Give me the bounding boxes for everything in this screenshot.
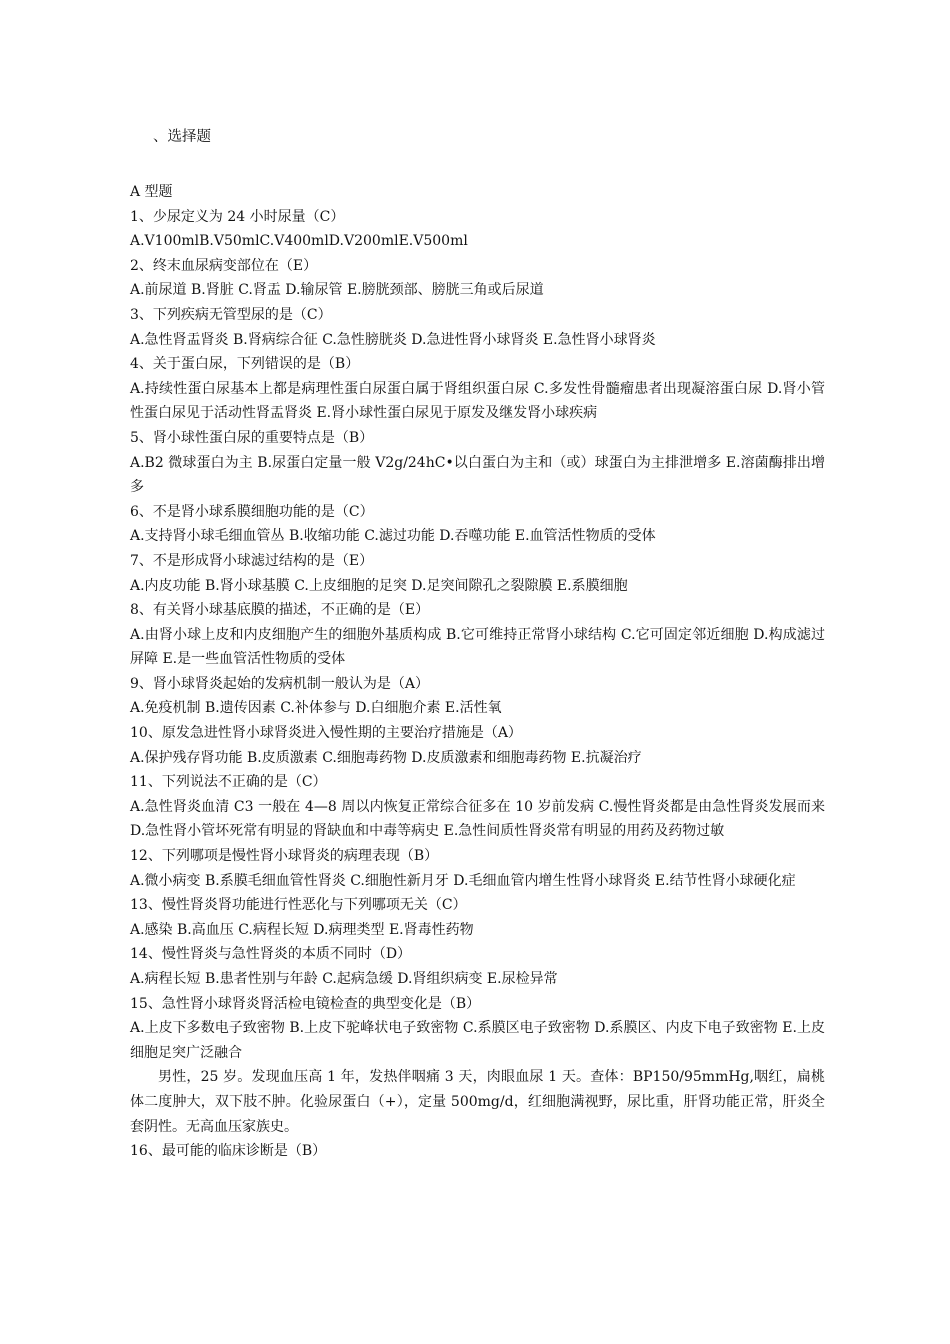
question-line: 4、关于蛋白尿，下列错误的是（B） xyxy=(130,356,360,373)
question-line: A.持续性蛋白尿基本上都是病理性蛋白尿蛋白属于肾组织蛋白尿 C.多发性骨髓瘤患者出现凝溶蛋白尿 D.肾小管性蛋白尿见于活动性肾盂肾炎 E.肾小球性蛋白尿见于原发及继发肾小球疾病 xyxy=(130,380,825,422)
question-line: A.由肾小球上皮和内皮细胞产生的细胞外基质构成 B.它可维持正常肾小球结构 C.它可固定邻近细胞 D.构成滤过屏障 E.是一些血管活性物质的受体 xyxy=(130,626,825,668)
question-line: 8、有关肾小球基底膜的描述，不正确的是（E） xyxy=(130,602,430,619)
question-line: 2、终末血尿病变部位在（E） xyxy=(130,257,318,274)
question-line: A.支持肾小球毛细血管丛 B.收缩功能 C.滤过功能 D.吞噬功能 E.血管活性物质的受体 xyxy=(130,528,656,545)
question-line: A.微小病变 B.系膜毛细血管性肾炎 C.细胞性新月牙 D.毛细血管内增生性肾小球肾炎 E.结节性肾小球硬化症 xyxy=(130,872,796,889)
type-heading: A 型题 xyxy=(130,184,173,200)
question-line: A.上皮下多数电子致密物 B.上皮下驼峰状电子致密物 C.系膜区电子致密物 D.系膜区、内皮下电子致密物 E.上皮细胞足突广泛融合 xyxy=(130,1020,825,1061)
question-line: 3、下列疾病无管型尿的是（C） xyxy=(130,306,332,323)
question-line: A.内皮功能 B.肾小球基膜 C.上皮细胞的足突 D.足突间隙孔之裂隙膜 E.系膜细胞 xyxy=(130,577,628,594)
question-line: A.急性肾盂肾炎 B.肾病综合征 C.急性膀胱炎 D.急进性肾小球肾炎 E.急性肾小球肾炎 xyxy=(130,331,656,348)
question-line: A.急性肾炎血清 C3 一般在 4—8 周以内恢复正常综合征多在 10 岁前发病 C.慢性肾炎都是由急性肾炎发展而来 D.急性肾小管坏死常有明显的肾缺血和中毒等病史 E.急性间质性肾炎常有明显的用药及药物过敏 xyxy=(130,798,825,840)
question-line: 1、少尿定义为 24 小时尿量（C） xyxy=(130,208,345,225)
question-line: 5、肾小球性蛋白尿的重要特点是（B） xyxy=(130,429,374,446)
question-line: A.病程长短 B.患者性别与年龄 C.起病急缓 D.肾组织病变 E.尿检异常 xyxy=(130,971,558,987)
question-line: 7、不是形成肾小球滤过结构的是（E） xyxy=(130,552,374,569)
case-paragraph: 男性，25 岁。发现血压高 1 年，发热伴咽痛 3 天，肉眼血尿 1 天。查体：BP150/95mmHg,咽红，扁桃体二度肿大，双下肢不肿。化验尿蛋白（+），定量 500mg/d，红细胞满视野，尿比重，肝肾功能正常，肝炎全套阴性。无高血压家族史。 xyxy=(130,1069,825,1135)
section-title: 、选择题 xyxy=(153,129,211,145)
question-list xyxy=(130,205,825,1164)
question-line: 15、急性肾小球肾炎肾活检电镜检查的典型变化是（B） xyxy=(130,995,481,1012)
question-line: 6、不是肾小球系膜细胞功能的是（C） xyxy=(130,503,374,520)
question-line: A.保护残存肾功能 B.皮质激素 C.细胞毒药物 D.皮质激素和细胞毒药物 E.抗凝治疗 xyxy=(130,749,642,766)
question-line: A.感染 B.高血压 C.病程长短 D.病理类型 E.肾毒性药物 xyxy=(130,921,474,938)
question-line: 9、肾小球肾炎起始的发病机制一般认为是（A） xyxy=(130,675,430,692)
document-body xyxy=(130,180,825,1164)
question-line: A.前尿道 B.肾脏 C.肾盂 D.输尿管 E.膀胱颈部、膀胱三角或后尿道 xyxy=(130,282,544,299)
question-line: 10、原发急进性肾小球肾炎进入慢性期的主要治疗措施是（A） xyxy=(130,725,522,742)
question-line: A.B2 微球蛋白为主 B.尿蛋白定量一般 V2g/24hC•以白蛋白为主和（或）球蛋白为主排泄增多 E.溶菌酶排出增多 xyxy=(130,454,825,496)
question-line: 11、下列说法不正确的是（C） xyxy=(130,774,327,791)
question-line: A.V100mlB.V50mlC.V400mlD.V200mlE.V500ml xyxy=(130,233,468,250)
question-line: 13、慢性肾炎肾功能进行性恶化与下列哪项无关（C） xyxy=(130,897,467,914)
question-line: 12、下列哪项是慢性肾小球肾炎的病理表现（B） xyxy=(130,848,439,865)
question-line: 16、最可能的临床诊断是（B） xyxy=(130,1143,327,1160)
question-line: A.免疫机制 B.遗传因素 C.补体参与 D.白细胞介素 E.活性氧 xyxy=(130,700,502,717)
question-line: 14、慢性肾炎与急性肾炎的本质不同时（D） xyxy=(130,946,412,963)
